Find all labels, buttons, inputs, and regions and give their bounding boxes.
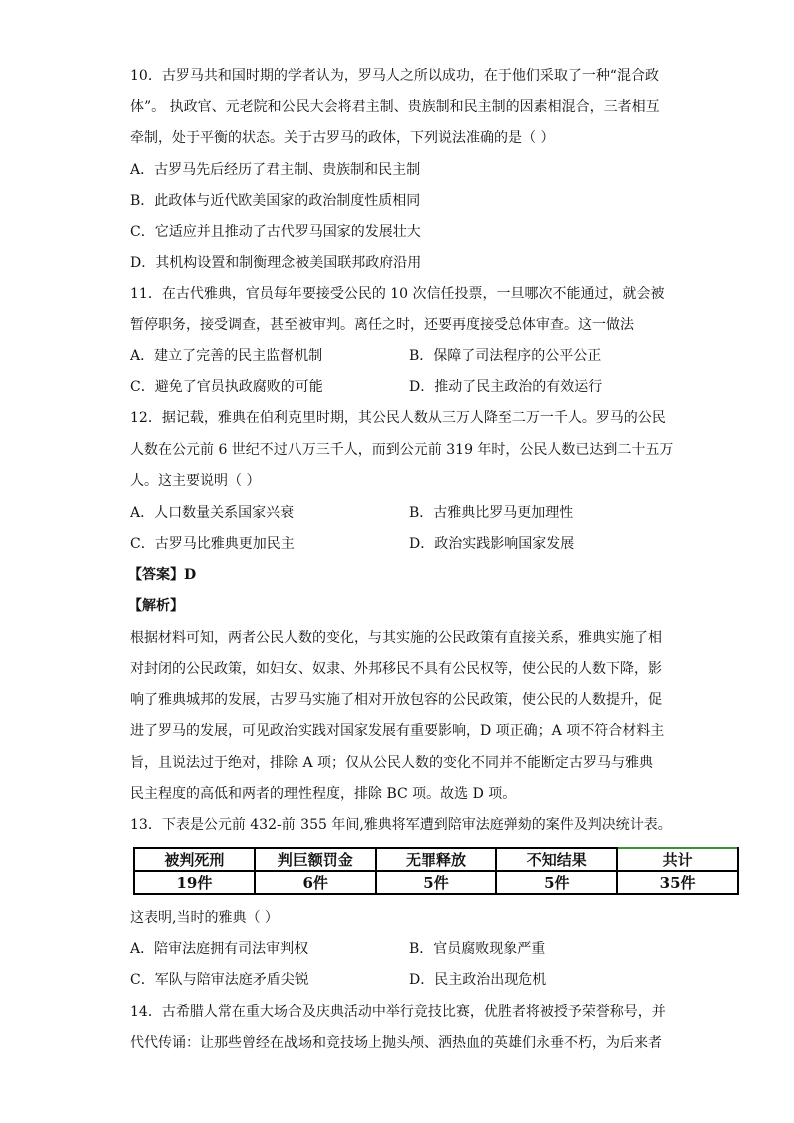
q12-stem-line-3: 人。这主要说明（ ） [130, 473, 261, 489]
q14-stem-line-2: 代代传诵：让那些曾经在战场和竞技场上抛头颅、洒热血的英雄们永垂不朽，为后来者 [130, 1035, 662, 1051]
q12-analysis-line-6: 民主程度的高低和两者的理性程度，排除 BC 项。故选 D 项。 [130, 786, 517, 802]
q13-option-d: D．民主政治出现危机 [409, 972, 547, 988]
q11-option-a: A．建立了完善的民主监督机制 [130, 348, 323, 364]
q10-option-d: D．其机构设置和制衡理念被美国联邦政府沿用 [130, 255, 422, 271]
q12-stem-line-2: 人数在公元前 6 世纪不过八万三千人，而到公元前 319 年时，公民人数已达到二十五万 [130, 442, 674, 458]
q13-intro: 13．下表是公元前 432-前 355 年间,雅典将军遭到陪审法庭弹劾的案件及判决统计表。 [130, 817, 672, 833]
table-cell: 5件 [496, 871, 617, 894]
q14-stem-line-1: 14．古希腊人常在重大场合及庆典活动中举行竞技比赛，优胜者将被授予荣誉称号，并 [130, 1004, 666, 1020]
q12-answer: 【答案】D [128, 567, 197, 583]
table-cell: 6件 [255, 871, 376, 894]
table-row [134, 871, 738, 894]
table-header-cell: 判巨额罚金 [255, 848, 376, 871]
q12-option-c: C．古罗马比雅典更加民主 [130, 536, 295, 552]
q11-option-c: C．避免了官员执政腐败的可能 [130, 379, 323, 395]
q12-analysis-line-3: 响了雅典城邦的发展，古罗马实施了相对开放包容的公民政策，使公民的人数提升，促 [130, 692, 662, 708]
q10-stem-line-1: 10．古罗马共和国时期的学者认为，罗马人之所以成功，在于他们采取了一种“混合政 [130, 68, 659, 84]
table-header-cell: 不知结果 [496, 848, 617, 871]
table-cell: 19件 [134, 871, 255, 894]
q11-option-b: B．保障了司法程序的公平公正 [409, 348, 602, 364]
q12-analysis-line-4: 进了罗马的发展，可见政治实践对国家发展有重要影响，D 项正确；A 项不符合材料主 [130, 723, 665, 739]
q13-statistics-table [133, 847, 739, 895]
q10-stem-line-2: 体”。 执政官、元老院和公民大会将君主制、贵族制和民主制的因素相混合，三者相互 [130, 99, 660, 115]
q11-stem-line-2: 暂停职务，接受调查，甚至被审判。离任之时，还要再度接受总体审查。这一做法 [130, 317, 634, 333]
table-cell: 5件 [376, 871, 497, 894]
q12-stem-line-1: 12．据记载，雅典在伯利克里时期，其公民人数从三万人降至二万一千人。罗马的公民 [130, 410, 666, 426]
table-cell: 35件 [617, 871, 738, 894]
q10-option-c: C．它适应并且推动了古代罗马国家的发展壮大 [130, 224, 421, 240]
q13-stem: 这表明,当时的雅典（ ） [130, 910, 279, 926]
table-header-cell: 被判死刑 [134, 848, 255, 871]
table-header-row [134, 848, 738, 871]
q12-analysis-line-2: 对封闭的公民政策，如妇女、奴隶、外邦移民不具有公民权等，使公民的人数下降，影 [130, 661, 662, 677]
q11-option-d: D．推动了民主政治的有效运行 [409, 379, 603, 395]
table-header-cell: 无罪释放 [376, 848, 497, 871]
q12-option-d: D．政治实践影响国家发展 [409, 536, 575, 552]
q11-stem-line-1: 11．在古代雅典，官员每年要接受公民的 10 次信任投票，一旦哪次不能通过，就会被 [130, 286, 665, 302]
q12-option-a: A．人口数量关系国家兴衰 [130, 505, 295, 521]
q12-analysis-label: 【解析】 [128, 598, 184, 614]
q12-analysis-line-1: 根据材料可知，两者公民人数的变化，与其实施的公民政策有直接关系，雅典实施了相 [130, 630, 662, 646]
q13-option-b: B．官员腐败现象严重 [409, 941, 546, 957]
q10-stem-line-3: 牵制，处于平衡的状态。关于古罗马的政体，下列说法准确的是（ ） [130, 130, 555, 146]
q10-option-b: B．此政体与近代欧美国家的政治制度性质相同 [130, 193, 421, 209]
q12-analysis-line-5: 旨，且说法过于绝对，排除 A 项；仅从公民人数的变化不同并不能断定古罗马与雅典 [130, 755, 654, 771]
q12-option-b: B．古雅典比罗马更加理性 [409, 505, 574, 521]
q10-option-a: A．古罗马先后经历了君主制、贵族制和民主制 [130, 162, 421, 178]
q13-option-c: C．军队与陪审法庭矛盾尖锐 [130, 972, 309, 988]
table-header-cell: 共计 [617, 848, 738, 871]
q13-option-a: A．陪审法庭拥有司法审判权 [130, 941, 309, 957]
